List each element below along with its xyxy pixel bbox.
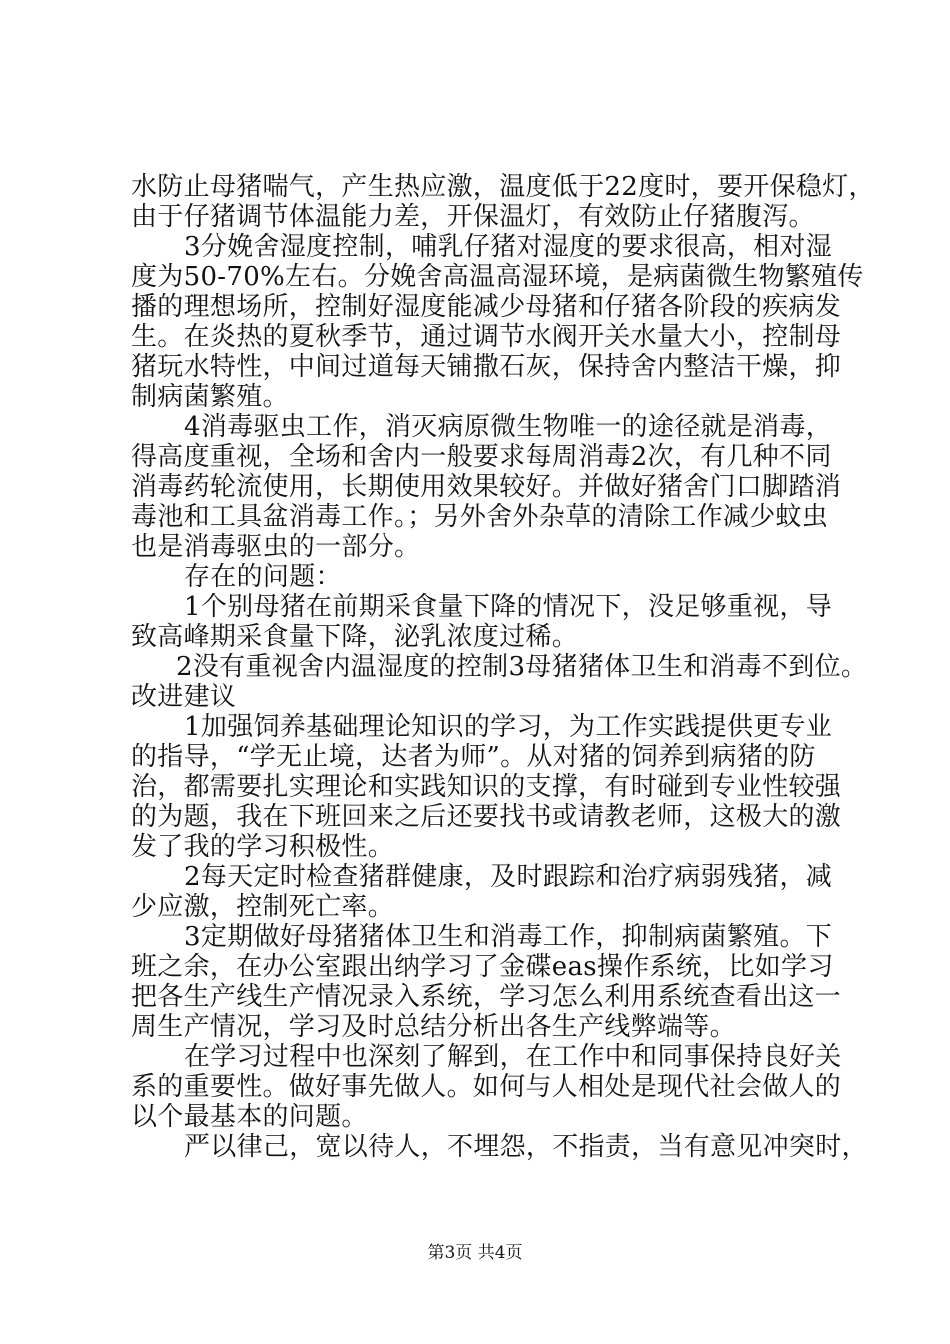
text-line: 也是消毒驱虫的一部分。: [131, 532, 421, 562]
text-line: 毒池和工具盆消毒工作。；另外舍外杂草的清除工作减少蚊虫: [131, 502, 829, 532]
text-line: 把各生产线生产情况录入系统，学习怎么利用系统查看出这一: [131, 982, 842, 1012]
text-line: 的为题，我在下班回来之后还要找书或请教老师，这极大的激: [131, 802, 842, 832]
section-heading-problems: 存在的问题：: [184, 562, 342, 592]
text-line: 班之余，在办公室跟出纳学习了金碟eas操作系统，比如学习: [131, 952, 834, 982]
text-line: 治，都需要扎实理论和实践知识的支撑，有时碰到专业性较强: [131, 772, 842, 802]
text-line: 消毒药轮流使用，长期使用效果较好。并做好猪舍门口脚踏消: [131, 472, 842, 502]
paragraph-start: 2每天定时检查猪群健康，及时跟踪和治疗病弱残猪，减: [184, 862, 833, 892]
text-line: 制病菌繁殖。: [131, 382, 289, 412]
text-line: 发了我的学习积极性。: [131, 832, 395, 862]
text-line: 度为50-70%左右。分娩舍高温高湿环境，是病菌微生物繁殖传: [131, 262, 864, 292]
text-line: 由于仔猪调节体温能力差，开保温灯，有效防止仔猪腹泻。: [131, 202, 815, 232]
text-line: 水防止母猪喘气，产生热应激，温度低于22度时，要开保稳灯，: [131, 172, 875, 202]
section-heading-suggestions: 改进建议: [131, 682, 237, 712]
text-line: 以个最基本的问题。: [131, 1102, 368, 1132]
paragraph-start: 4消毒驱虫工作，消灭病原微生物唯一的途径就是消毒，: [184, 412, 833, 442]
text-line: 周生产情况，学习及时总结分析出各生产线弊端等。: [131, 1012, 736, 1042]
paragraph-start: 在学习过程中也深刻了解到，在工作中和同事保持良好关: [184, 1042, 842, 1072]
text-line: 系的重要性。做好事先做人。如何与人相处是现代社会做人的: [131, 1072, 842, 1102]
paragraph-start: 2没有重视舍内温湿度的控制3母猪猪体卫生和消毒不到位。: [176, 652, 868, 682]
paragraph-start: 3定期做好母猪猪体卫生和消毒工作，抑制病菌繁殖。下: [184, 922, 833, 952]
paragraph-start: 1加强饲养基础理论知识的学习，为工作实践提供更专业: [184, 712, 833, 742]
text-line: 生。在炎热的夏秋季节，通过调节水阀开关水量大小，控制母: [131, 322, 842, 352]
text-line: 少应激，控制死亡率。: [131, 892, 395, 922]
paragraph-start: 严以律己，宽以待人，不埋怨，不指责，当有意见冲突时，: [184, 1132, 868, 1162]
text-line: 播的理想场所，控制好湿度能减少母猪和仔猪各阶段的疾病发: [131, 292, 842, 322]
paragraph-start: 1个别母猪在前期采食量下降的情况下，没足够重视，导: [184, 592, 833, 622]
paragraph-start: 3分娩舍湿度控制，哺乳仔猪对湿度的要求很高，相对湿: [184, 232, 833, 262]
text-line: 猪玩水特性，中间过道每天铺撒石灰，保持舍内整洁干燥，抑: [131, 352, 842, 382]
page-number-footer: 第3页 共4页: [427, 1243, 523, 1263]
document-body: [131, 172, 875, 1162]
text-line: 得高度重视，全场和舍内一般要求每周消毒2次，有几种不同: [131, 442, 832, 472]
text-line: 的指导，“学无止境，达者为师”。从对猪的饲养到病猪的防: [131, 742, 816, 772]
text-line: 致高峰期采食量下降，泌乳浓度过稀。: [131, 622, 579, 652]
